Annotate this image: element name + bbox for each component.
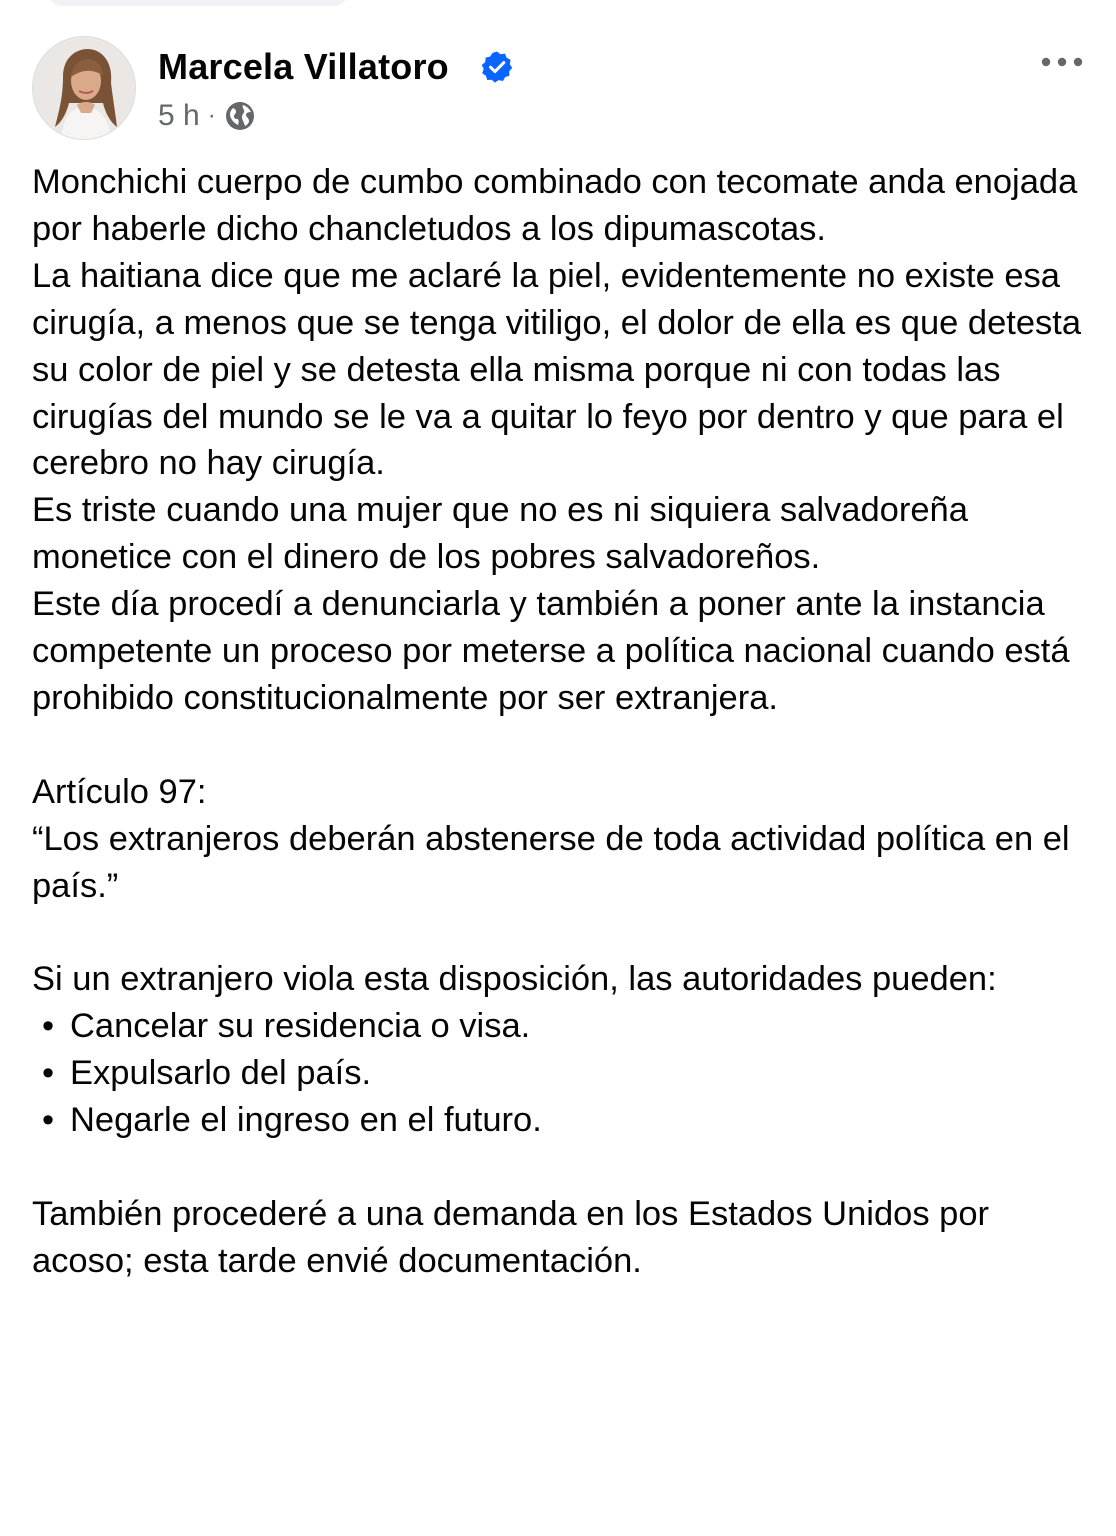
author-name[interactable]: Marcela Villatoro — [158, 46, 449, 87]
post-text — [32, 159, 1084, 1285]
blank-line — [32, 909, 1084, 956]
blank-line — [32, 1144, 1084, 1191]
consequence-list — [32, 1003, 1084, 1144]
post-paragraph: Es triste cuando una mujer que no es ni siquiera salvadoreña monetice con el dinero de los pobres salvadoreños. — [32, 491, 968, 577]
bullet-symbol: • — [42, 1054, 55, 1093]
list-item — [32, 1003, 1084, 1050]
avatar[interactable] — [32, 36, 136, 140]
post-header — [32, 36, 1084, 140]
post-paragraph: Monchichi cuerpo de cumbo combinado con tecomate anda enojada por haberle dicho chancletudos a los dipumascotas. — [32, 163, 1078, 248]
blank-line — [32, 722, 1084, 769]
list-item-text: Negarle el ingreso en el futuro. — [70, 1101, 542, 1140]
post-meta — [158, 98, 256, 134]
list-item — [32, 1097, 1084, 1144]
post-paragraph: La haitiana dice que me aclaré la piel, evidentemente no existe esa cirugía, a menos que se tenga vitiligo, el dolor de ella es que detesta su color de piel y se detesta ella misma porque ni con todas las cirugías del mundo se le va a quitar lo feyo por dentro y que para el cerebro no hay cirugía. — [32, 256, 1082, 483]
list-item — [32, 1050, 1084, 1097]
post-paragraph: Este día procedí a denunciarla y también a poner ante la instancia competente un proceso por meterse a política nacional cuando está prohibido constitucionalmente por ser extranjera. — [32, 585, 1070, 717]
closing-paragraph: También procederé a una demanda en los Estados Unidos por acoso; esta tarde envié documentación. — [32, 1194, 990, 1280]
list-item-text: Expulsarlo del país. — [70, 1054, 372, 1093]
bullet-symbol: • — [42, 1101, 55, 1140]
article-title: Artículo 97: — [32, 772, 207, 811]
previous-post-edge — [48, 0, 348, 6]
list-item-text: Cancelar su residencia o visa. — [70, 1007, 531, 1046]
post-time[interactable]: 5 h — [158, 99, 200, 132]
bullet-symbol: • — [42, 1007, 55, 1046]
meta-separator: · — [207, 102, 216, 129]
globe-icon[interactable] — [224, 100, 256, 132]
verified-badge-icon — [480, 50, 514, 84]
more-options-icon[interactable] — [1040, 52, 1084, 72]
violation-intro: Si un extranjero viola esta disposición, las autoridades pueden: — [32, 960, 997, 999]
article-quote: “Los extranjeros deberán abstenerse de toda actividad política en el país.” — [32, 819, 1070, 905]
